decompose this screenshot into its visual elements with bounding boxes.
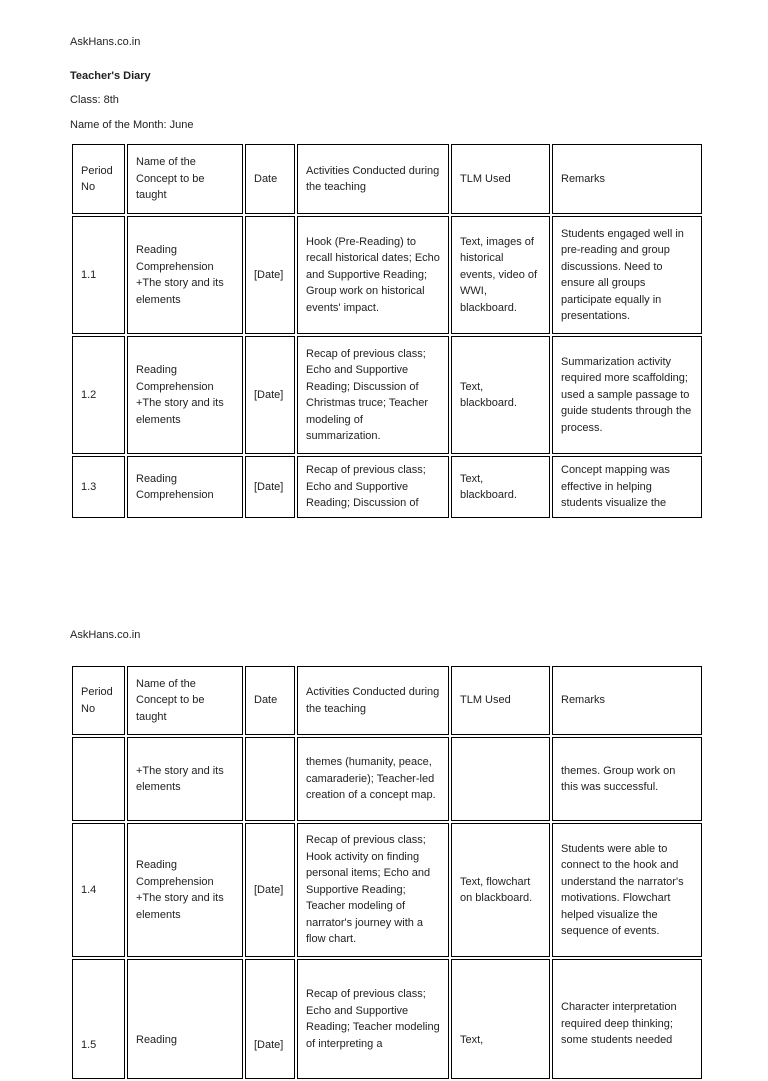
remarks-cell: Students were able to connect to the hook and understand the narrator's motivations. Flowchart helped visualize the sequence of events. <box>552 823 702 957</box>
period-cell: 1.1 <box>72 216 125 334</box>
concept-cell: +The story and its elements <box>127 737 243 821</box>
site-name: AskHans.co.in <box>70 36 141 48</box>
header-date: Date <box>245 144 295 214</box>
header-period: Period No <box>72 666 125 735</box>
activities-cell: Recap of previous class; Hook activity on finding personal items; Echo and Supportive Reading; Teacher modeling of narrator's journey with a flow chart. <box>297 823 449 957</box>
remarks-cell: Summarization activity required more scaffolding; used a sample passage to guide students through the process. <box>552 336 702 454</box>
remarks-cell: Students engaged well in pre-reading and group discussions. Need to ensure all groups participate equally in presentations. <box>552 216 702 334</box>
remarks-cell: Concept mapping was effective in helping students visualize the <box>552 456 702 518</box>
period-cell: 1.4 <box>72 823 125 957</box>
activities-cell: Recap of previous class; Echo and Supportive Reading; Discussion of Christmas truce; Teacher modeling of summarization. <box>297 336 449 454</box>
table-row <box>72 216 702 334</box>
diary-title: Teacher's Diary <box>70 70 151 82</box>
table-row <box>72 336 702 454</box>
tlm-cell: Text, blackboard. <box>451 336 550 454</box>
date-cell: [Date] <box>245 336 295 454</box>
period-cell: 1.3 <box>72 456 125 518</box>
header-activities: Activities Conducted during the teaching <box>297 144 449 214</box>
tlm-cell <box>451 737 550 821</box>
tlm-cell: Text, flowchart on blackboard. <box>451 823 550 957</box>
concept-cell: Reading Comprehension <box>127 456 243 518</box>
table-row <box>72 959 702 1079</box>
header-remarks: Remarks <box>552 144 702 214</box>
site-name-page-2: AskHans.co.in <box>70 629 141 641</box>
concept-cell: Reading Comprehension +The story and its elements <box>127 216 243 334</box>
remarks-cell: Character interpretation required deep thinking; some students needed <box>552 959 702 1079</box>
header-concept: Name of the Concept to be taught <box>127 666 243 735</box>
activities-cell: Hook (Pre-Reading) to recall historical dates; Echo and Supportive Reading; Group work on historical events' impact. <box>297 216 449 334</box>
header-concept: Name of the Concept to be taught <box>127 144 243 214</box>
date-cell: [Date] <box>245 216 295 334</box>
month-line: Name of the Month: June <box>70 119 194 131</box>
diary-table-2 <box>70 664 704 1081</box>
diary-table-1 <box>70 142 704 520</box>
concept-cell: Reading Comprehension +The story and its elements <box>127 336 243 454</box>
concept-cell: Reading <box>127 959 243 1079</box>
date-cell <box>245 737 295 821</box>
date-cell: [Date] <box>245 959 295 1079</box>
remarks-cell: themes. Group work on this was successful. <box>552 737 702 821</box>
header-remarks: Remarks <box>552 666 702 735</box>
table-row <box>72 456 702 518</box>
activities-cell: themes (humanity, peace, camaraderie); Teacher-led creation of a concept map. <box>297 737 449 821</box>
date-cell: [Date] <box>245 456 295 518</box>
activities-cell: Recap of previous class; Echo and Supportive Reading; Discussion of <box>297 456 449 518</box>
table-row <box>72 823 702 957</box>
date-cell: [Date] <box>245 823 295 957</box>
header-tlm: TLM Used <box>451 144 550 214</box>
table-row <box>72 737 702 821</box>
period-cell: 1.5 <box>72 959 125 1079</box>
activities-cell: Recap of previous class; Echo and Supportive Reading; Teacher modeling of interpreting a <box>297 959 449 1079</box>
header-date: Date <box>245 666 295 735</box>
table-header-row <box>72 144 702 214</box>
header-period: Period No <box>72 144 125 214</box>
tlm-cell: Text, <box>451 959 550 1079</box>
tlm-cell: Text, blackboard. <box>451 456 550 518</box>
period-cell <box>72 737 125 821</box>
class-line: Class: 8th <box>70 94 119 106</box>
table-header-row <box>72 666 702 735</box>
header-tlm: TLM Used <box>451 666 550 735</box>
tlm-cell: Text, images of historical events, video of WWI, blackboard. <box>451 216 550 334</box>
header-activities: Activities Conducted during the teaching <box>297 666 449 735</box>
period-cell: 1.2 <box>72 336 125 454</box>
concept-cell: Reading Comprehension +The story and its elements <box>127 823 243 957</box>
